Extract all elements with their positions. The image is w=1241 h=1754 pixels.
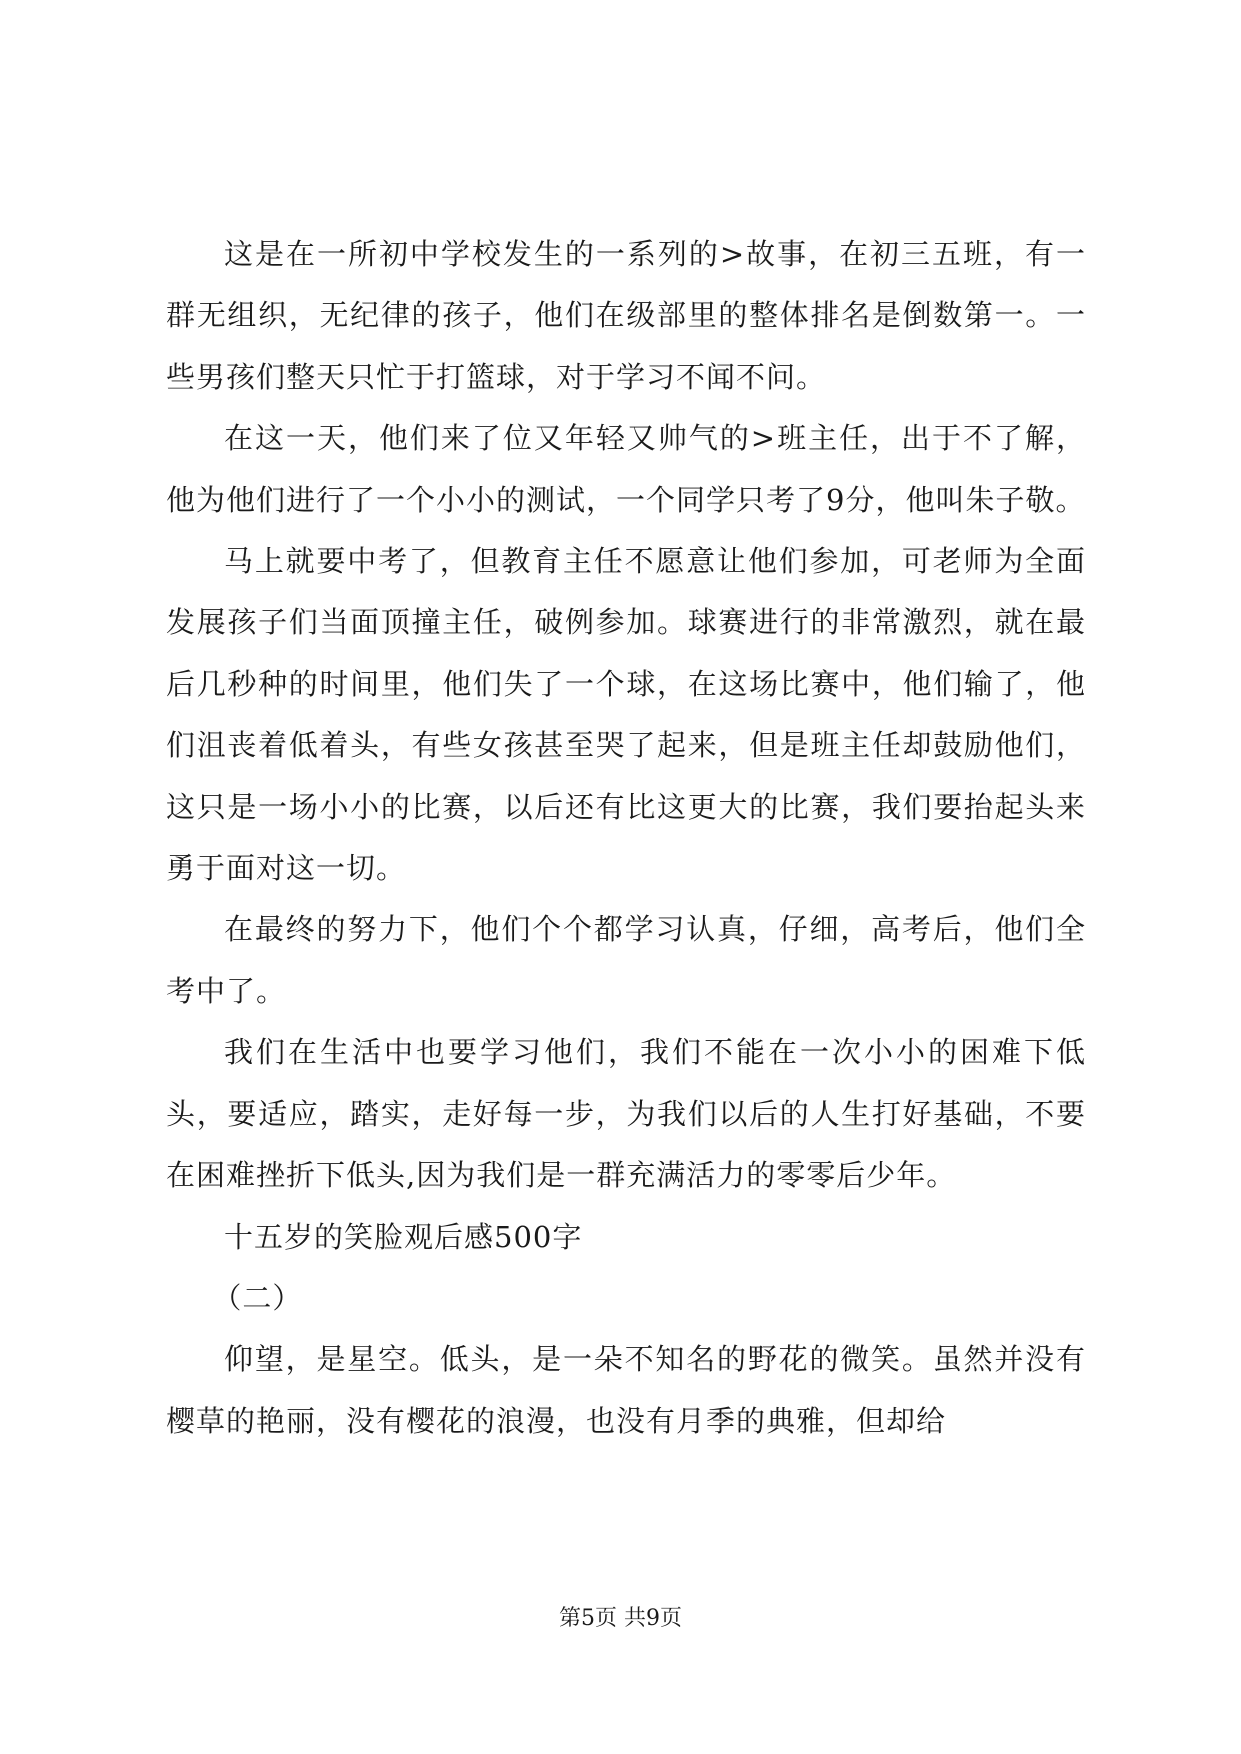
page-number-footer: 第5页 共9页 [559, 1606, 682, 1631]
paragraph-reflection: 我们在生活中也要学习他们，我们不能在一次小小的困难下低头，要适应，踏实，走好每一步，为我们以后的人生打好基础，不要在困难挫折下低头,因为我们是一群充满活力的零零后少年。 [166, 1035, 1086, 1193]
paragraph-final-effort: 在最终的努力下，他们个个都学习认真，仔细，高考后，他们全考中了。 [166, 912, 1086, 1008]
section-marker: （二） [212, 1280, 303, 1315]
paragraph-new-teacher: 在这一天，他们来了位又年轻又帅气的>班主任，出于不了解，他为他们进行了一个小小的测试，一个同学只考了9分，他叫朱子敬。 [166, 421, 1086, 517]
paragraph-ball-game: 马上就要中考了，但教育主任不愿意让他们参加，可老师为全面发展孩子们当面顶撞主任，破例参加。球赛进行的非常激烈，就在最后几秒种的时间里，他们失了一个球，在这场比赛中，他们输了，他们沮丧着低着头，有些女孩甚至哭了起来，但是班主任却鼓励他们，这只是一场小小的比赛，以后还有比这更大的比赛，我们要抬起头来勇于面对这一切。 [166, 544, 1086, 886]
essay-subtitle: 十五岁的笑脸观后感500字 [224, 1219, 583, 1254]
document-body [166, 224, 1086, 1452]
paragraph-second-essay: 仰望，是星空。低头，是一朵不知名的野花的微笑。虽然并没有樱草的艳丽，没有樱花的浪漫，也没有月季的典雅，但却给 [166, 1342, 1086, 1438]
paragraph-story-intro: 这是在一所初中学校发生的一系列的>故事，在初三五班，有一群无组织，无纪律的孩子，他们在级部里的整体排名是倒数第一。一些男孩们整天只忙于打篮球，对于学习不闻不问。 [166, 237, 1086, 394]
